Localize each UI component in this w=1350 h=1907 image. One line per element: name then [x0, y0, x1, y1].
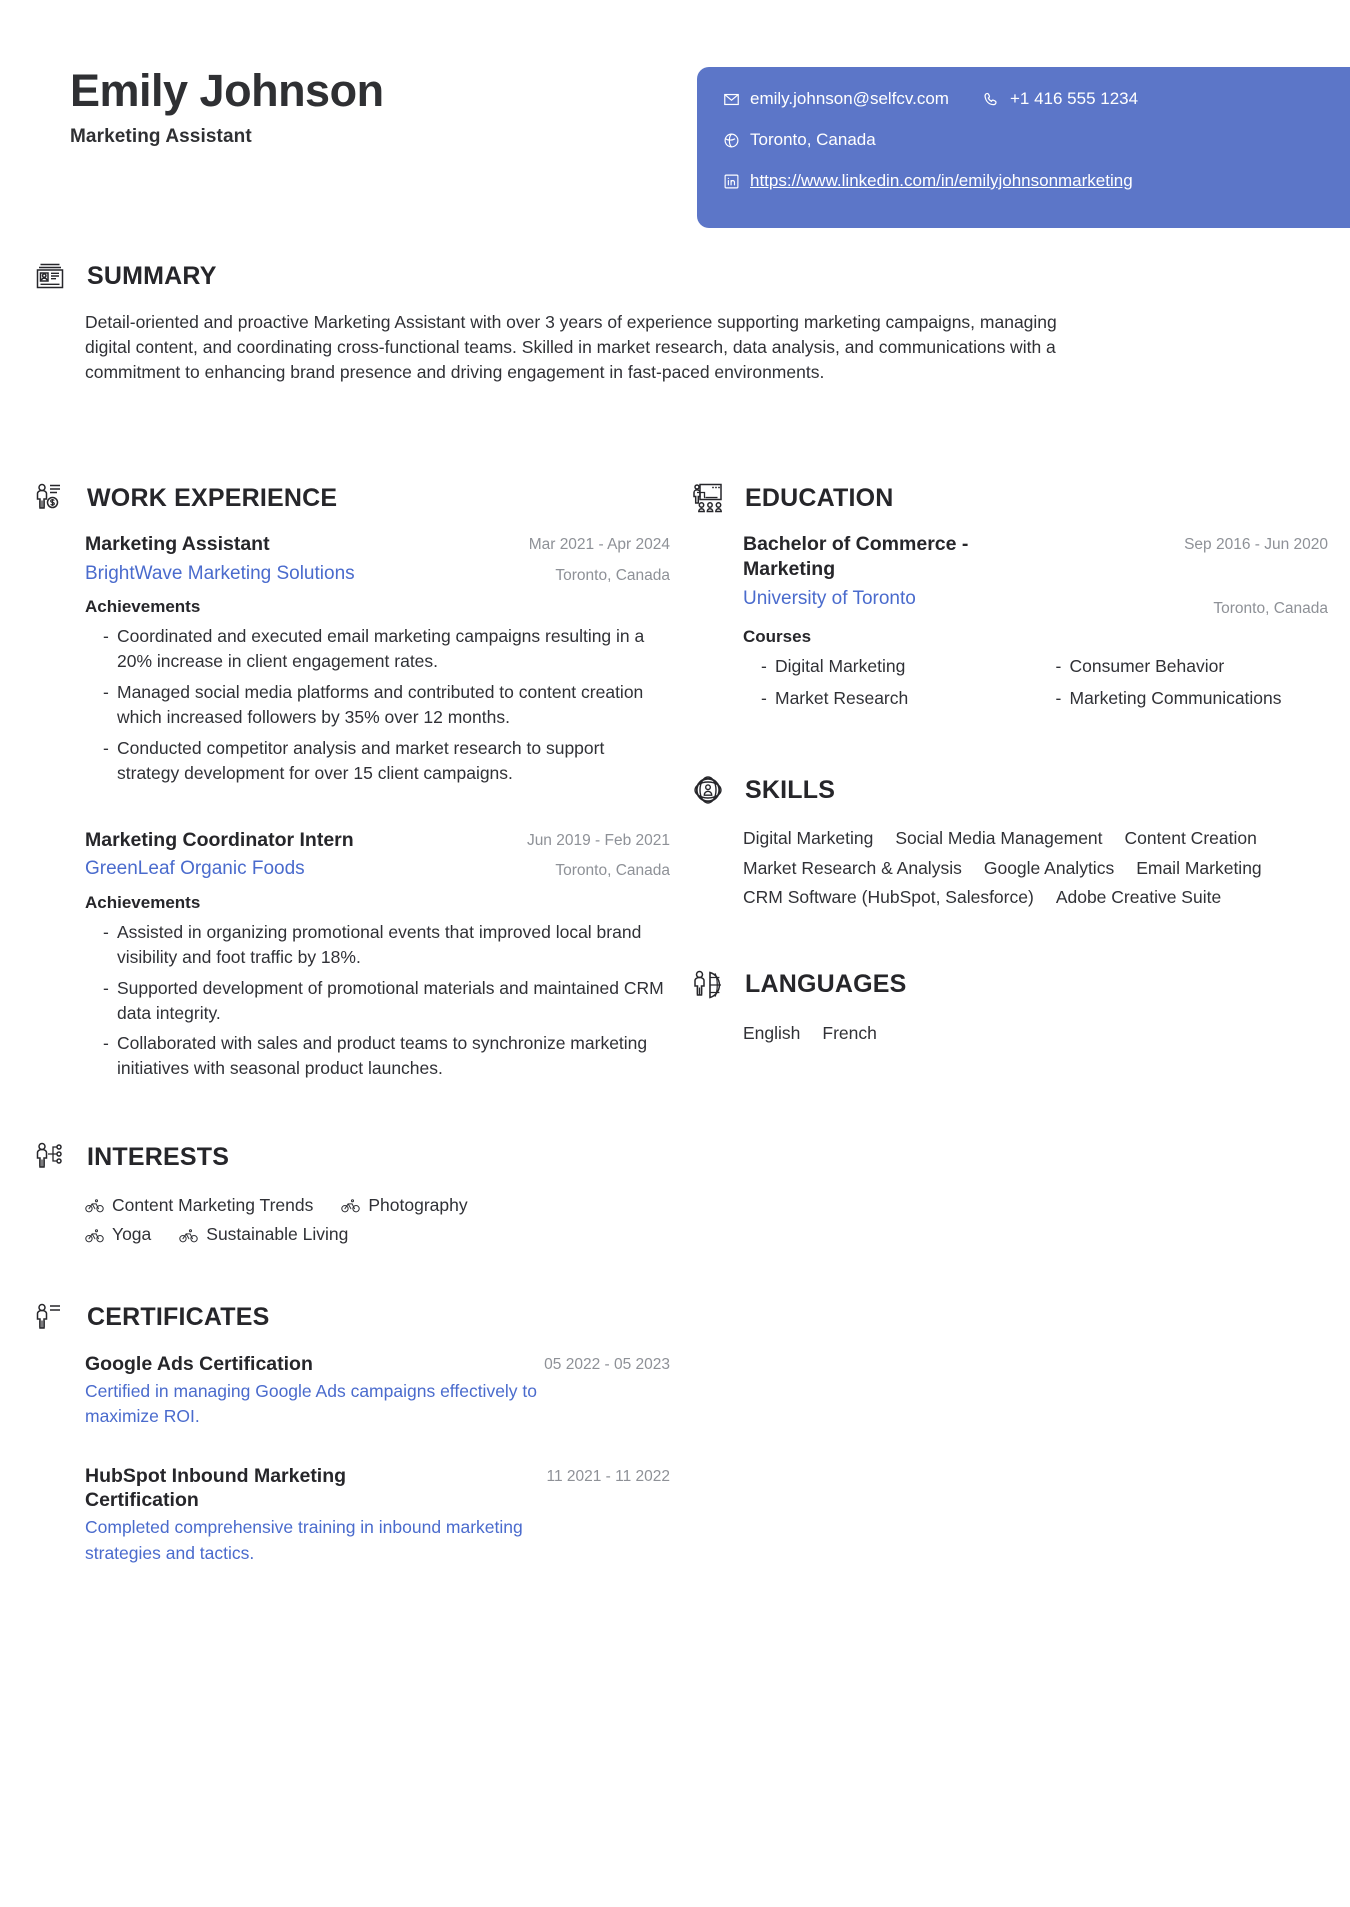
- languages-title: LANGUAGES: [745, 970, 907, 999]
- interests-heading: [30, 1137, 670, 1177]
- certificates-section: [30, 1298, 670, 1566]
- certificate-description: Completed comprehensive training in inbound marketing strategies and tactics.: [85, 1517, 523, 1563]
- certificate-name: HubSpot Inbound Marketing Certification: [85, 1464, 347, 1512]
- education-school: University of Toronto: [743, 587, 916, 609]
- bicycle-icon: [85, 1198, 104, 1213]
- bullet-dash: -: [761, 687, 767, 708]
- language-item: French: [822, 1022, 877, 1043]
- contact-phone-text: +1 416 555 1234: [1009, 89, 1139, 108]
- certificate-header: [85, 1352, 670, 1377]
- work-entry-header: [85, 532, 670, 588]
- education-header: [743, 532, 1328, 618]
- achievement-item: [103, 1031, 670, 1081]
- interest-item: [85, 1191, 313, 1220]
- work-entry: [85, 532, 670, 786]
- achievement-item: [103, 624, 670, 674]
- section-spacer: [30, 1250, 670, 1298]
- certificate-date: 11 2021 - 11 2022: [546, 1467, 670, 1485]
- course-label: Marketing Communications: [1069, 687, 1282, 708]
- skill-item: Adobe Creative Suite: [1055, 887, 1222, 908]
- bicycle-icon: [85, 1228, 104, 1243]
- languages-section: [688, 965, 1328, 1048]
- skill-item: Market Research & Analysis: [743, 857, 962, 878]
- work-role: Marketing Assistant: [85, 533, 270, 555]
- achievements-list: [103, 920, 670, 1081]
- skills-heading: [688, 770, 1328, 810]
- achievement-item: [103, 680, 670, 730]
- bullet-dash: -: [103, 977, 109, 998]
- identity-block: [70, 66, 384, 148]
- achievement-item: [103, 976, 670, 1026]
- bullet-dash: -: [103, 1033, 109, 1054]
- achievement-text: Assisted in organizing promotional events that improved local brand visibility and foot traffic by 18%.: [117, 921, 642, 967]
- work-location: Toronto, Canada: [555, 862, 670, 880]
- work-entry-main: [85, 828, 527, 884]
- certificate-main: [85, 1464, 415, 1514]
- achievements-label: Achievements: [85, 597, 201, 617]
- interest-item: [85, 1220, 151, 1249]
- certificate-meta: [544, 1352, 670, 1376]
- bicycle-icon: [341, 1198, 360, 1213]
- skill-item: Digital Marketing: [743, 828, 874, 849]
- interest-label: Sustainable Living: [206, 1224, 349, 1245]
- certificate-main: [85, 1352, 544, 1377]
- section-spacer: [688, 718, 1328, 770]
- candidate-job-title: Marketing Assistant: [70, 125, 252, 147]
- globe-icon: [723, 132, 740, 149]
- skills-wrap: [743, 824, 1303, 912]
- achievement-text: Managed social media platforms and contributed to content creation which increased followers by 35% over 12 months.: [117, 682, 644, 727]
- left-column: [30, 478, 670, 1574]
- summary-heading: [30, 256, 1320, 296]
- entry-spacer: [30, 794, 670, 828]
- contact-phone[interactable]: [983, 89, 1138, 109]
- work-experience-title: WORK EXPERIENCE: [87, 483, 338, 512]
- envelope-icon: [723, 91, 740, 108]
- work-entry-main: [85, 532, 529, 588]
- skills-list: [743, 824, 1303, 912]
- certificates-heading: [30, 1298, 670, 1338]
- education-main: [743, 532, 1018, 613]
- achievement-text: Conducted competitor analysis and market research to support strategy development for over 15 client campaigns.: [117, 737, 605, 783]
- contact-linkedin-text[interactable]: https://www.linkedin.com/in/emilyjohnsonmarketing: [750, 171, 1133, 190]
- person-salary-icon: [30, 478, 70, 518]
- courses-list: [761, 654, 1328, 711]
- skills-badge-icon: [688, 770, 728, 810]
- skill-item: Content Creation: [1124, 828, 1257, 849]
- certificate-entry: [85, 1464, 670, 1567]
- work-experience-heading: [30, 478, 670, 518]
- resume-header: [0, 0, 1350, 232]
- interests-section: [30, 1137, 670, 1250]
- skills-section: [688, 770, 1328, 912]
- summary-text: Detail-oriented and proactive Marketing Assistant with over 3 years of experience supporting marketing campaigns, managing digital content, and coordinating cross-functional teams. Skilled in market research, data analysis, and communications with a commitment to enhancing brand presence and driving engagement in fast-paced environments.: [85, 312, 1057, 382]
- skill-item: Social Media Management: [895, 828, 1103, 849]
- skill-item: Email Marketing: [1136, 857, 1262, 878]
- certificate-date: 05 2022 - 05 2023: [544, 1355, 670, 1373]
- work-entry-meta: [529, 532, 670, 585]
- achievement-text: Supported development of promotional materials and maintained CRM data integrity.: [117, 977, 664, 1023]
- education-degree: Bachelor of Commerce - Marketing: [743, 533, 969, 580]
- skill-item: Google Analytics: [983, 857, 1115, 878]
- education-date: Sep 2016 - Jun 2020: [1184, 536, 1328, 553]
- section-spacer: [30, 1089, 670, 1137]
- right-column: [688, 478, 1328, 1048]
- summary-section: [30, 256, 1320, 385]
- skill-item: CRM Software (HubSpot, Salesforce): [743, 887, 1034, 908]
- interest-label: Yoga: [112, 1224, 152, 1245]
- work-date: Jun 2019 - Feb 2021: [526, 831, 670, 849]
- course-item: [761, 686, 1034, 711]
- language-item: English: [743, 1022, 801, 1043]
- interest-item: [179, 1220, 348, 1249]
- work-date: Mar 2021 - Apr 2024: [528, 536, 670, 553]
- interests-title: INTERESTS: [87, 1142, 230, 1171]
- contact-email[interactable]: [723, 89, 949, 109]
- achievement-item: [103, 736, 670, 786]
- certificates-title: CERTIFICATES: [87, 1303, 270, 1332]
- education-location: Toronto, Canada: [1213, 599, 1328, 617]
- achievements-list: [103, 624, 670, 785]
- contact-banner: [697, 67, 1350, 228]
- person-globe-icon: [688, 965, 728, 1005]
- bullet-dash: -: [761, 655, 767, 676]
- id-card-icon: [30, 256, 70, 296]
- contact-location-text: Toronto, Canada: [750, 130, 876, 149]
- linkedin-icon: [723, 173, 740, 190]
- bullet-dash: -: [103, 682, 109, 703]
- course-label: Market Research: [775, 687, 909, 708]
- education-entry: [743, 532, 1328, 710]
- bicycle-icon: [179, 1228, 198, 1243]
- education-heading: [688, 478, 1328, 518]
- certificate-description: Certified in managing Google Ads campaigns effectively to maximize ROI.: [85, 1380, 538, 1427]
- achievements-label: Achievements: [85, 892, 201, 912]
- course-label: Digital Marketing: [775, 655, 906, 676]
- education-meta: [1184, 532, 1328, 618]
- contact-email-text: emily.johnson@selfcv.com: [750, 89, 949, 108]
- interest-label: Photography: [368, 1195, 468, 1216]
- certificate-meta: [546, 1464, 670, 1488]
- bullet-dash: -: [1055, 655, 1062, 676]
- bullet-dash: -: [1055, 687, 1062, 708]
- interests-list: [85, 1191, 645, 1250]
- education-title: EDUCATION: [745, 483, 894, 512]
- phone-icon: [983, 91, 1000, 108]
- candidate-name: Emily Johnson: [70, 65, 384, 116]
- contact-location: [723, 130, 876, 150]
- certificate-entry: [85, 1352, 670, 1430]
- certificate-header: [85, 1464, 670, 1514]
- contact-row-1: [723, 89, 1350, 109]
- course-item: [1056, 654, 1329, 679]
- work-entry-header: [85, 828, 670, 884]
- work-entry: [85, 828, 670, 1082]
- contact-row-3: [723, 171, 1350, 191]
- certificate-name: Google Ads Certification: [85, 1352, 313, 1375]
- work-company: GreenLeaf Organic Foods: [85, 858, 305, 880]
- work-experience-section: [30, 478, 670, 1081]
- contact-row-2: [723, 130, 1350, 150]
- entry-spacer: [30, 1438, 670, 1464]
- work-location: Toronto, Canada: [555, 566, 670, 584]
- languages-heading: [688, 965, 1328, 1005]
- interest-label: Content Marketing Trends: [112, 1195, 314, 1216]
- courses-label: Courses: [743, 626, 812, 646]
- achievement-text: Coordinated and executed email marketing campaigns resulting in a 20% increase in client engagement rates.: [117, 626, 645, 672]
- work-entry-meta: [527, 828, 670, 881]
- presentation-icon: [688, 478, 728, 518]
- contact-linkedin[interactable]: [723, 171, 1133, 191]
- bullet-dash: -: [103, 626, 109, 647]
- bullet-dash: -: [103, 921, 109, 942]
- summary-title: SUMMARY: [87, 261, 217, 290]
- languages-wrap: [743, 1019, 1303, 1048]
- bullet-dash: -: [103, 737, 109, 758]
- interest-item: [341, 1191, 467, 1220]
- achievement-item: [103, 920, 670, 970]
- education-section: [688, 478, 1328, 710]
- course-label: Consumer Behavior: [1069, 655, 1225, 676]
- skills-title: SKILLS: [745, 775, 836, 804]
- course-item: [761, 654, 1034, 679]
- work-company: BrightWave Marketing Solutions: [85, 562, 355, 584]
- achievement-text: Collaborated with sales and product teams to synchronize marketing initiatives with seasonal product launches.: [117, 1033, 648, 1079]
- person-list-icon: [30, 1298, 70, 1338]
- person-network-icon: [30, 1137, 70, 1177]
- section-spacer: [688, 913, 1328, 965]
- work-role: Marketing Coordinator Intern: [85, 828, 354, 851]
- languages-list: [743, 1019, 1303, 1048]
- course-item: [1056, 686, 1329, 711]
